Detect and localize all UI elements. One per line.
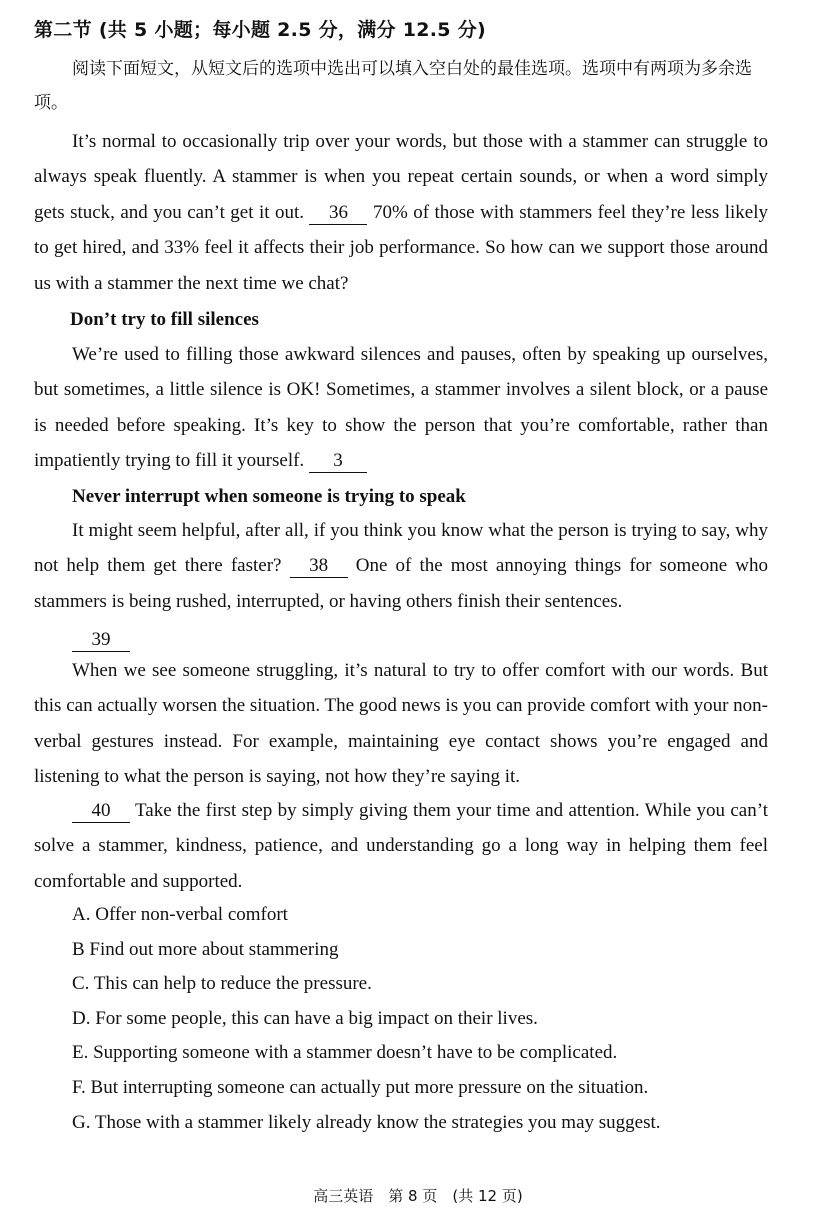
option-f: F. But interrupting someone can actually put more pressure on the situation. [72, 1076, 649, 1098]
heading-never-interrupt: Never interrupt when someone is trying to speak [72, 486, 466, 507]
paragraph-3 [34, 513, 768, 619]
paragraph-1-text-a: It’s normal to occasionally trip over your words, but those with a stammer can struggle to always speak fluently. A stammer is when you repeat certain sounds, or when a word simply gets stuck, and you can’t get it out. [34, 131, 768, 223]
option-b: B Find out more about stammering [72, 938, 339, 960]
paragraph-2-text: We’re used to filling those awkward silences and pauses, often by speaking up ourselves, but sometimes, a little silence is OK! Sometimes, a stammer involves a silent block, or a pause is needed before speaking. It’s key to show the person that you’re comfortable, rather than impatiently trying to fill it yourself. [34, 344, 768, 472]
page-footer: 高三英语 第 8 页 (共 12 页) [313, 1187, 523, 1205]
blank-40: 40 [72, 800, 130, 823]
paragraph-1-text-b: 70% of those with stammers feel they’re less likely to get hired, and 33% feel it affects their job performance. So how can we support those around us with a stammer the next time we chat? [34, 201, 768, 294]
blank-37: 3 [309, 450, 367, 473]
heading-fill-silences: Don’t try to fill silences [70, 309, 259, 330]
option-e: E. Supporting someone with a stammer doesn’t have to be complicated. [72, 1042, 618, 1064]
blank-39: 39 [72, 629, 130, 652]
paragraph-5 [34, 793, 768, 899]
paragraph-2 [34, 337, 768, 479]
paragraph-3-text-a: It might seem helpful, after all, if you think you know what the person is trying to say, why not help them get there faster? [34, 520, 768, 577]
option-g: G. Those with a stammer likely already know the strategies you may suggest. [72, 1111, 661, 1133]
option-c: C. This can help to reduce the pressure. [72, 973, 372, 995]
option-d: D. For some people, this can have a big impact on their lives. [72, 1007, 538, 1029]
options-list [72, 898, 661, 1140]
blank-38: 38 [290, 555, 348, 578]
paragraph-4: When we see someone struggling, it’s natural to try to offer comfort with our words. But this can actually worsen the situation. The good news is you can provide comfort with your non-verbal gestures instead. For example, maintaining eye contact shows you’re engaged and listening to what the person is saying, not how they’re saying it. [34, 660, 768, 788]
blank-39-line [72, 622, 130, 657]
paragraph-3-text-b: One of the most annoying things for someone who stammers is being rushed, interrupted, or having others finish their sentences. [34, 555, 768, 612]
blank-36: 36 [309, 202, 367, 225]
section-instruction: 阅读下面短文，从短文后的选项中选出可以填入空白处的最佳选项。选项中有两项为多余选项。 [34, 59, 752, 113]
paragraph-1 [34, 124, 768, 301]
paragraph-5-text: Take the first step by simply giving them your time and attention. While you can’t solve a stammer, kindness, patience, and understanding go a long way in helping them feel comfortable and supported. [34, 800, 768, 892]
option-a: A. Offer non-verbal comfort [72, 904, 288, 925]
section-title: 第二节 (共 5 小题；每小题 2.5 分，满分 12.5 分) [34, 19, 487, 41]
